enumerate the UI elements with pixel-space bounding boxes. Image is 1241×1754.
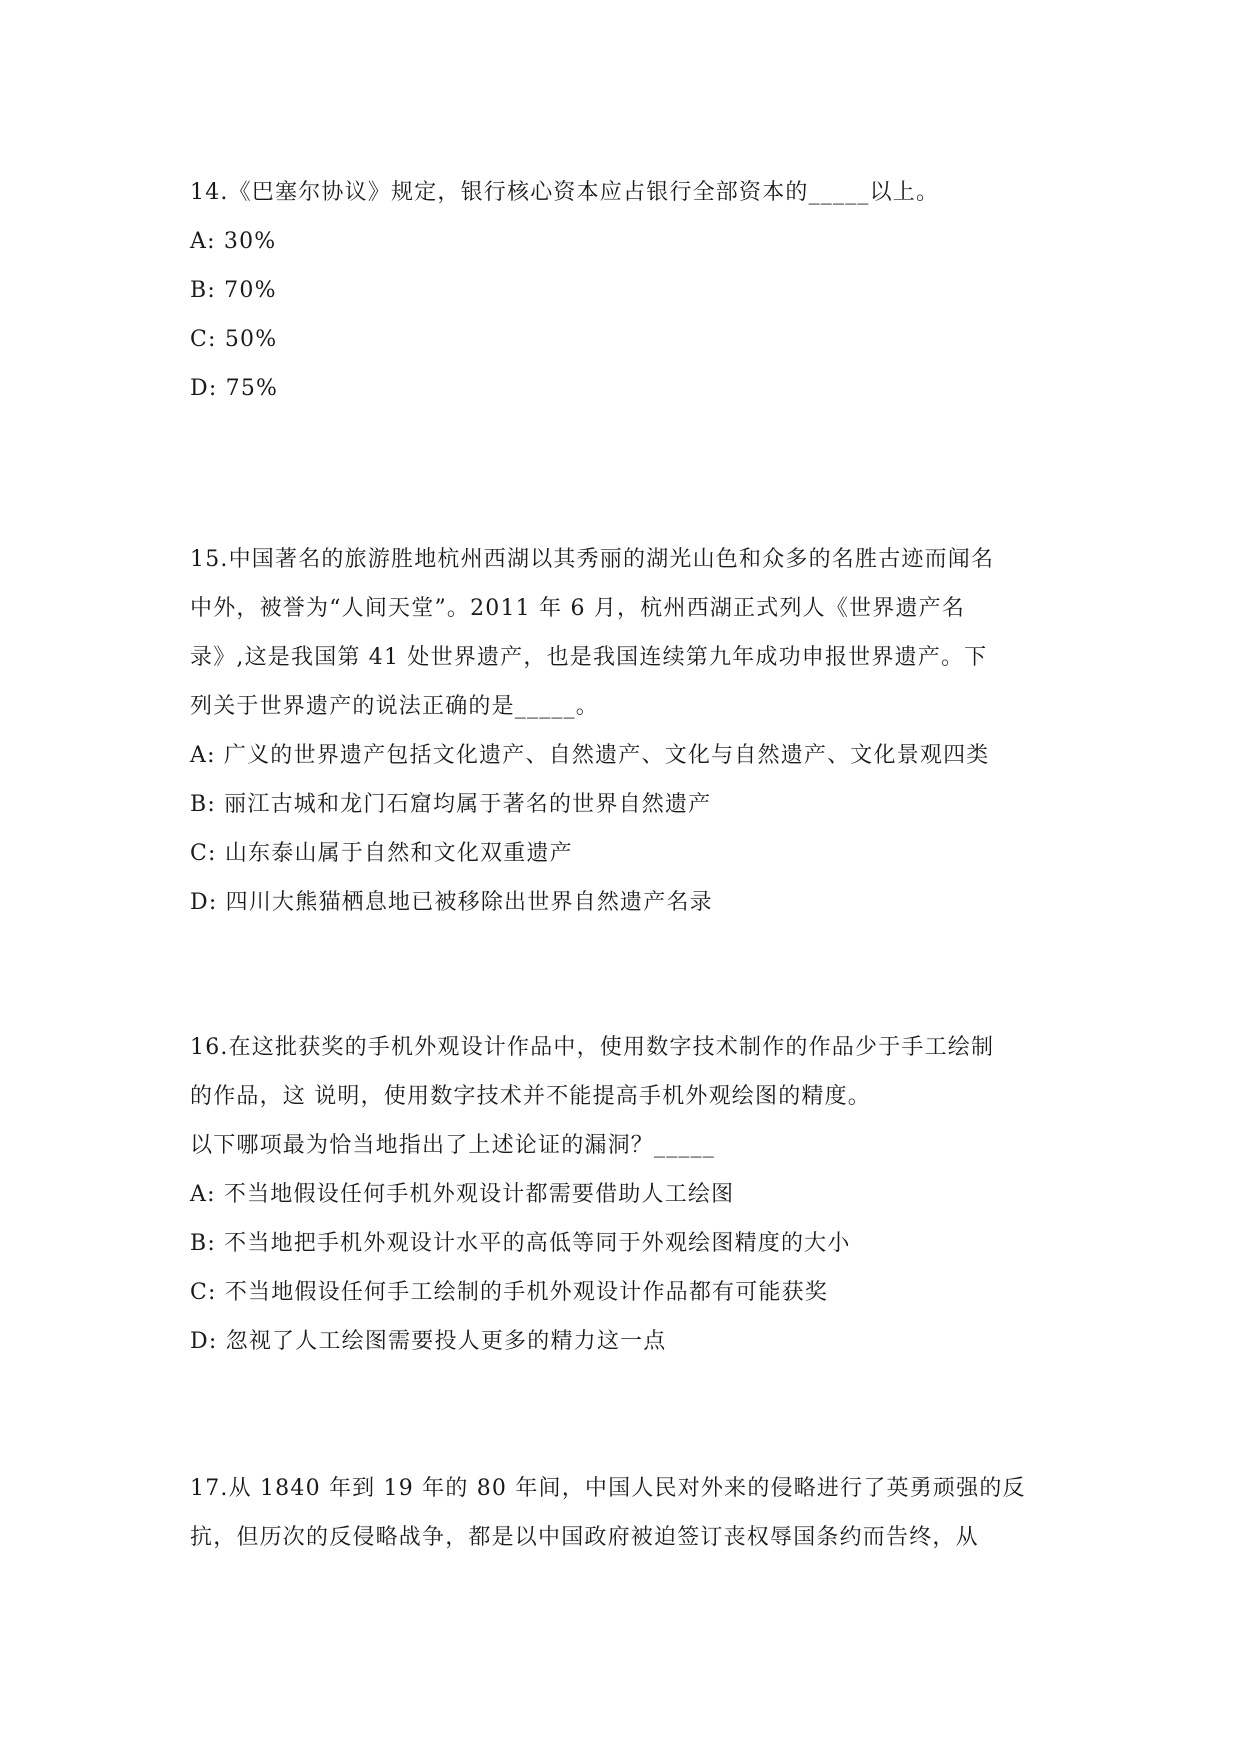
option-d: D: 忽视了人工绘图需要投人更多的精力这一点: [190, 1329, 667, 1354]
question-17: [190, 1464, 1060, 1562]
option-b: B: 不当地把手机外观设计水平的高低等同于外观绘图精度的大小: [190, 1231, 851, 1256]
option-d: D: 75%: [190, 376, 279, 401]
option-a: A: 30%: [190, 229, 277, 254]
question-stem-line: 录》,这是我国第 41 处世界遗产，也是我国连续第九年成功申报世界遗产。下: [190, 645, 988, 670]
question-stem-line: 的作品，这 说明，使用数字技术并不能提高手机外观绘图的精度。: [190, 1084, 871, 1109]
question-stem-line: 14.《巴塞尔协议》规定，银行核心资本应占银行全部资本的_____以上。: [190, 180, 940, 205]
question-stem-line: 列关于世界遗产的说法正确的是_____。: [190, 694, 600, 719]
option-d: D: 四川大熊猫栖息地已被移除出世界自然遗产名录: [190, 890, 713, 915]
question-14: [190, 168, 1060, 413]
option-c: C: 山东泰山属于自然和文化双重遗产: [190, 841, 573, 866]
option-c: C: 不当地假设任何手工绘制的手机外观设计作品都有可能获奖: [190, 1280, 829, 1305]
question-stem-line: 以下哪项最为恰当地指出了上述论证的漏洞？_____: [190, 1133, 716, 1158]
question-stem-line: 17.从 1840 年到 19 年的 80 年间，中国人民对外来的侵略进行了英勇顽强的反: [190, 1476, 1026, 1501]
question-15: [190, 535, 1060, 927]
question-stem-line: 15.中国著名的旅游胜地杭州西湖以其秀丽的湖光山色和众多的名胜古迹而闻名: [190, 547, 995, 572]
option-b: B: 70%: [190, 278, 277, 303]
question-stem-line: 16.在这批获奖的手机外观设计作品中，使用数字技术制作的作品少于手工绘制: [190, 1035, 995, 1060]
option-b: B: 丽江古城和龙门石窟均属于著名的世界自然遗产: [190, 792, 712, 817]
question-stem-line: 中外，被誉为“人间天堂”。2011 年 6 月，杭州西湖正式列人《世界遗产名: [190, 596, 966, 621]
question-16: [190, 1023, 1060, 1366]
option-a: A: 广义的世界遗产包括文化遗产、自然遗产、文化与自然遗产、文化景观四类: [190, 743, 990, 768]
option-c: C: 50%: [190, 327, 278, 352]
question-stem-line: 抗，但历次的反侵略战争，都是以中国政府被迫签订丧权辱国条约而告终，从: [190, 1525, 979, 1550]
option-a: A: 不当地假设任何手机外观设计都需要借助人工绘图: [190, 1182, 735, 1207]
